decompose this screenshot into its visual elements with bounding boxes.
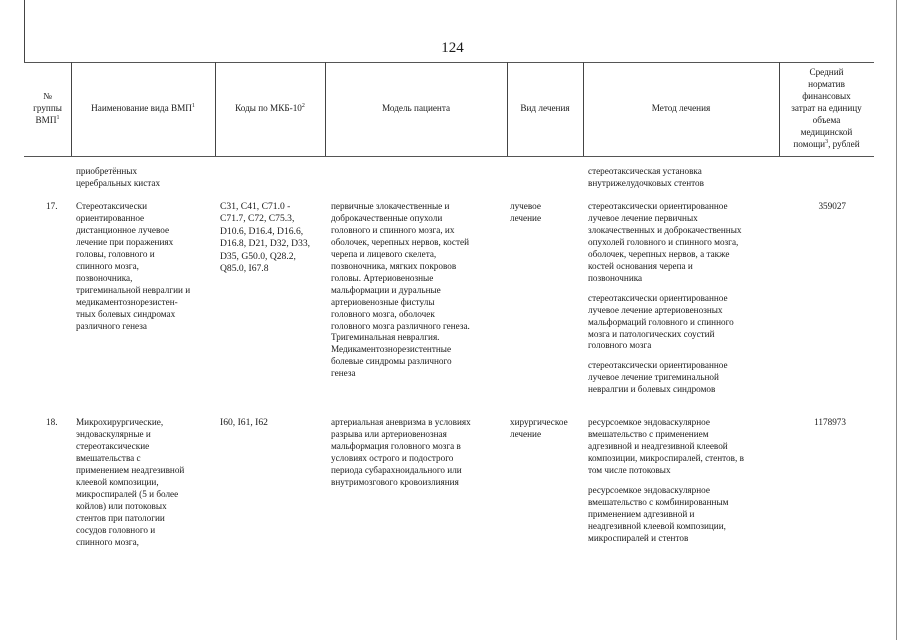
page-scan-edge xyxy=(896,0,897,640)
patient-model: первичные злокачественные и доброкачественные опухоли головного и спинного мозга, их оболочек, черепных нервов, костей черепа и лицевого скелета, позвоночника, мягких покровов головы. Артериовенозные мальформации и дуральные артериовенозные фистулы головного мозга, оболочек головного мозга различного генеза. Тригеминальная невралгия. Медикаментознорезистентные болевые синдромы различного генеза xyxy=(331,201,470,379)
page-scan-edge xyxy=(24,0,25,62)
page-number: 124 xyxy=(441,40,464,56)
treatment-methods xyxy=(588,201,778,404)
header-group-number: № группы ВМП$^1$ xyxy=(33,91,62,125)
row-number: 17. xyxy=(46,201,58,211)
treatment-method: ресурсоемкое эндоваскулярное вмешательство с комбинированным применением адгезивной и неадгезивной клеевой композиции, микроспиралей и стентов xyxy=(588,484,729,543)
treatment-type: лучевое лечение xyxy=(510,201,542,223)
treatment-method: стереотаксически ориентированное лучевое лечение артериовенозных мальформаций головного и спинного мозга и патологических соустий головного мозга xyxy=(588,292,734,351)
header-vmp-name: Наименование вида ВМП$^1$ xyxy=(91,103,195,114)
icd-codes: I60, I61, I62 xyxy=(220,417,268,428)
cost-value: 1178973 xyxy=(814,417,846,427)
icd-codes: C31, C41, C71.0 - C71.7, C72, C75.3, D10.6, D16.4, D16.6, D16.8, D21, D32, D33, D35, G50.0, Q28.2, Q85.0, I67.8 xyxy=(220,201,311,275)
header-patient-model: Модель пациента xyxy=(381,103,451,114)
vmp-name: Стереотаксически ориентированное дистанционное лучевое лечение при поражениях головы, головного и спинного мозга, позвоночника, тригеминальной невралгии и медикаментознорезистен- тных болевых синдромах различного генеза xyxy=(76,201,191,331)
header-icd-codes: Коды по МКБ-$10^2$ xyxy=(235,103,305,114)
cost-value: 359027 xyxy=(818,201,846,211)
treatment-method: ресурсоемкое эндоваскулярное вмешательство с применением адгезивной и неадгезивной клеевой композиции, микроспиралей, стентов, в том числе потоковых xyxy=(588,417,744,475)
table-header-border xyxy=(24,156,874,157)
treatment-methods xyxy=(588,417,778,553)
treatment-method: стереотаксически ориентированное лучевое лечение первичных злокачественных и доброкачественных опухолей головного и спинного мозга, оболочек, черепных нервов, а также костей основания черепа и позвоночника xyxy=(588,201,742,283)
patient-model: артериальная аневризма в условиях разрыва или артериовенозная мальформация головного мозга в условиях острого и подострого периода субарахноидального или внутримозгового кровоизлияния xyxy=(331,417,471,487)
treatment-method: стереотаксически ориентированное лучевое лечение тригеминальной невралгии и болевых синдромов xyxy=(588,360,728,395)
treatment-type: хирургическое лечение xyxy=(510,417,568,439)
header-treatment-method: Метод лечения xyxy=(651,103,711,114)
vmp-name: Микрохирургические, эндоваскулярные и стереотаксические вмешательства с применением неадгезивной клеевой композиции, микроспиралей (5 и более койлов) или потоковых стентов при патологии сосудов головного и спинного мозга, xyxy=(76,417,185,547)
header-cost-standard: Средний норматив финансовых затрат на единицу объема медицинской помощи$^3$, рублей xyxy=(791,67,862,149)
header-treatment-type: Вид лечения xyxy=(520,103,570,114)
continuation-name: приобретённых церебральных кистах xyxy=(76,166,161,188)
row-number: 18. xyxy=(46,417,58,427)
continuation-method: стереотаксическая установка внутрижелудочковых стентов xyxy=(588,166,704,188)
